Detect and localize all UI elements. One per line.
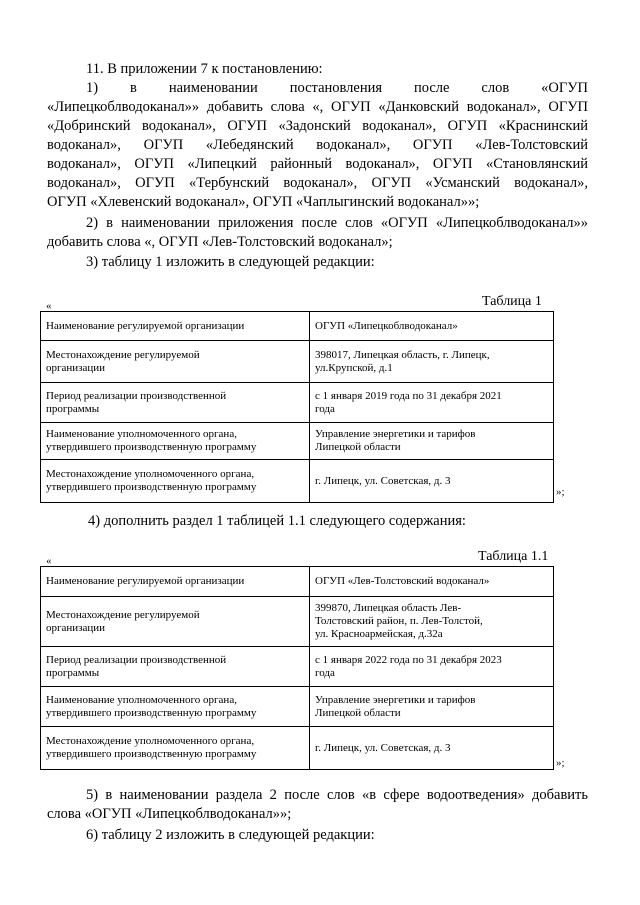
table1-cell-label: Период реализации производственной программы <box>41 383 310 423</box>
table-row <box>41 341 554 383</box>
table1-open-quote: « <box>46 300 52 312</box>
table1-cell-label: Местонахождение регулируемой организации <box>41 341 310 383</box>
table1 <box>40 311 554 503</box>
table11-cell-label: Наименование уполномоченного органа, утвердившего производственную программу <box>41 687 310 727</box>
table11-caption: Таблица 1.1 <box>478 549 549 564</box>
table11-cell-value: Управление энергетики и тарифов Липецкой области <box>310 687 554 727</box>
table-row <box>41 423 554 460</box>
table11 <box>40 566 554 770</box>
p1-line: водоканал», ОГУП «Лебедянский водоканал», ОГУП «Лев-Толстовский <box>47 137 588 153</box>
p1-line: «Добринский водоканал», ОГУП «Задонский водоканал», ОГУП «Краснинский <box>47 118 588 134</box>
table1-cell-value: ОГУП «Липецкоблводоканал» <box>310 312 554 341</box>
table1-cell-label: Наименование уполномоченного органа, утвердившего производственную программу <box>41 423 310 460</box>
table-row <box>41 727 554 770</box>
table-row <box>41 567 554 597</box>
table-row <box>41 647 554 687</box>
p5-line: 5) в наименовании раздела 2 после слов «в сфере водоотведения» добавить <box>86 787 588 803</box>
table11-cell-value: ОГУП «Лев-Толстовский водоканал» <box>310 567 554 597</box>
p2-line: добавить слова «, ОГУП «Лев-Толстовский водоканал»; <box>47 234 393 250</box>
table-row <box>41 597 554 647</box>
table11-cell-label: Период реализации производственной программы <box>41 647 310 687</box>
item-11-heading: 11. В приложении 7 к постановлению: <box>86 61 323 77</box>
table1-cell-label: Местонахождение уполномоченного органа, утвердившего производственную программу <box>41 460 310 503</box>
p4-text: 4) дополнить раздел 1 таблицей 1.1 следующего содержания: <box>88 513 466 529</box>
table11-cell-label: Местонахождение уполномоченного органа, утвердившего производственную программу <box>41 727 310 770</box>
table11-cell-label: Наименование регулируемой организации <box>41 567 310 597</box>
table1-close-mark: »; <box>556 486 565 498</box>
table1-cell-label: Наименование регулируемой организации <box>41 312 310 341</box>
p3-text: 3) таблицу 1 изложить в следующей редакции: <box>86 254 375 270</box>
table1-cell-value: 398017, Липецкая область, г. Липецк, ул.Крупской, д.1 <box>310 341 554 383</box>
table1-cell-value: г. Липецк, ул. Советская, д. 3 <box>310 460 554 503</box>
table11-open-quote: « <box>46 555 52 567</box>
p1-line: ОГУП «Хлевенский водоканал», ОГУП «Чаплыгинский водоканал»»; <box>47 194 480 210</box>
p2-line: 2) в наименовании приложения после слов «ОГУП «Липецкоблводоканал»» <box>86 215 588 231</box>
table1-cell-value: с 1 января 2019 года по 31 декабря 2021 года <box>310 383 554 423</box>
table11-cell-value: с 1 января 2022 года по 31 декабря 2023 года <box>310 647 554 687</box>
p1-line: водоканал», ОГУП «Липецкий районный водоканал», ОГУП «Становлянский <box>47 156 588 172</box>
table1-cell-value: Управление энергетики и тарифов Липецкой области <box>310 423 554 460</box>
table-row <box>41 383 554 423</box>
p6-text: 6) таблицу 2 изложить в следующей редакции: <box>86 827 375 843</box>
table1-caption: Таблица 1 <box>482 294 542 309</box>
table-row <box>41 460 554 503</box>
p1-line: «Липецкоблводоканал»» добавить слова «, ОГУП «Данковский водоканал», ОГУП <box>47 99 588 115</box>
table11-cell-value: 399870, Липецкая область Лев- Толстовский район, п. Лев-Толстой, ул. Красноармейская, д.32а <box>310 597 554 647</box>
p1-line: 1) в наименовании постановления после слов «ОГУП <box>86 80 588 96</box>
p1-line: водоканал», ОГУП «Тербунский водоканал», ОГУП «Усманский водоканал», <box>47 175 588 191</box>
table-row <box>41 312 554 341</box>
table11-cell-value: г. Липецк, ул. Советская, д. 3 <box>310 727 554 770</box>
table11-close-mark: »; <box>556 757 565 769</box>
table11-cell-label: Местонахождение регулируемой организации <box>41 597 310 647</box>
table-row <box>41 687 554 727</box>
p5-line: слова «ОГУП «Липецкоблводоканал»»; <box>47 806 292 822</box>
